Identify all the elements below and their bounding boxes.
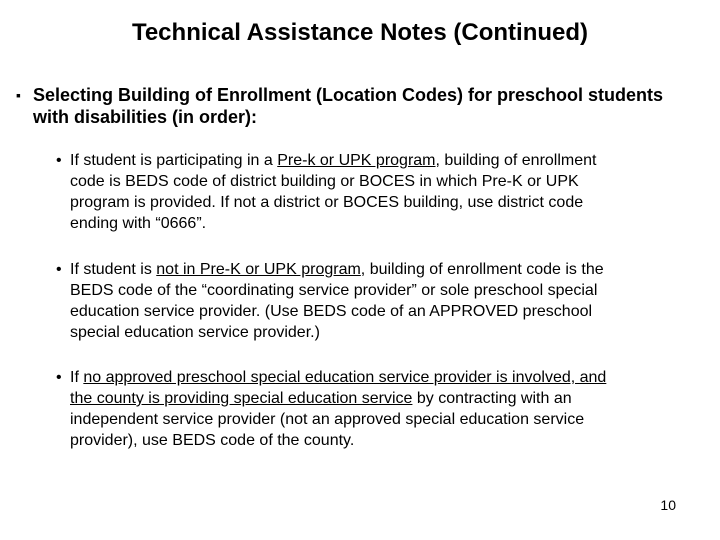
- sub-bullet-text-underlined: Pre-k or UPK program: [277, 152, 436, 169]
- round-bullet-icon: •: [56, 261, 62, 278]
- sub-bullet-no-provider: [56, 367, 626, 451]
- sub-bullet-text-pre: If student is participating in a: [70, 152, 278, 169]
- main-bullet-text: Selecting Building of Enrollment (Location Codes) for preschool students with disabilities (in order):: [33, 85, 664, 127]
- sub-bullet-text: [56, 367, 626, 451]
- square-bullet-icon: ▪: [16, 87, 21, 103]
- page-number: 10: [660, 497, 676, 513]
- sub-bullet-text-underlined: not in Pre-K or UPK program: [156, 261, 361, 278]
- sub-bullet-text: [56, 259, 626, 343]
- sub-bullet-text-post: , building of enrollment code is BEDS code of district building or BOCES in which Pre-K or UPK program is provided. If not a district or BOCES building, use district code ending with “0666”.: [70, 152, 597, 232]
- round-bullet-icon: •: [56, 152, 62, 169]
- sub-bullet-text-pre: If student is: [70, 261, 157, 278]
- main-bullet: [16, 84, 696, 128]
- sub-bullet-text: [56, 150, 626, 234]
- sub-bullet-text-post: by contracting with an independent service provider (not an approved special education service provider), use BEDS code of the county.: [70, 390, 585, 449]
- round-bullet-icon: •: [56, 369, 62, 386]
- sub-bullet-prek-upk: [56, 150, 626, 234]
- sub-bullet-not-prek: [56, 259, 626, 343]
- sub-bullet-text-post: , building of enrollment code is the BEDS code of the “coordinating service provider” or sole preschool special education service provider. (Use BEDS code of an APPROVED preschool special education service provider.): [70, 261, 604, 341]
- sub-bullet-text-underlined: no approved preschool special education service provider is involved, and the county is providing special education service: [70, 369, 607, 407]
- slide-title: Technical Assistance Notes (Continued): [131, 19, 589, 46]
- sub-bullet-text-pre: If: [70, 369, 84, 386]
